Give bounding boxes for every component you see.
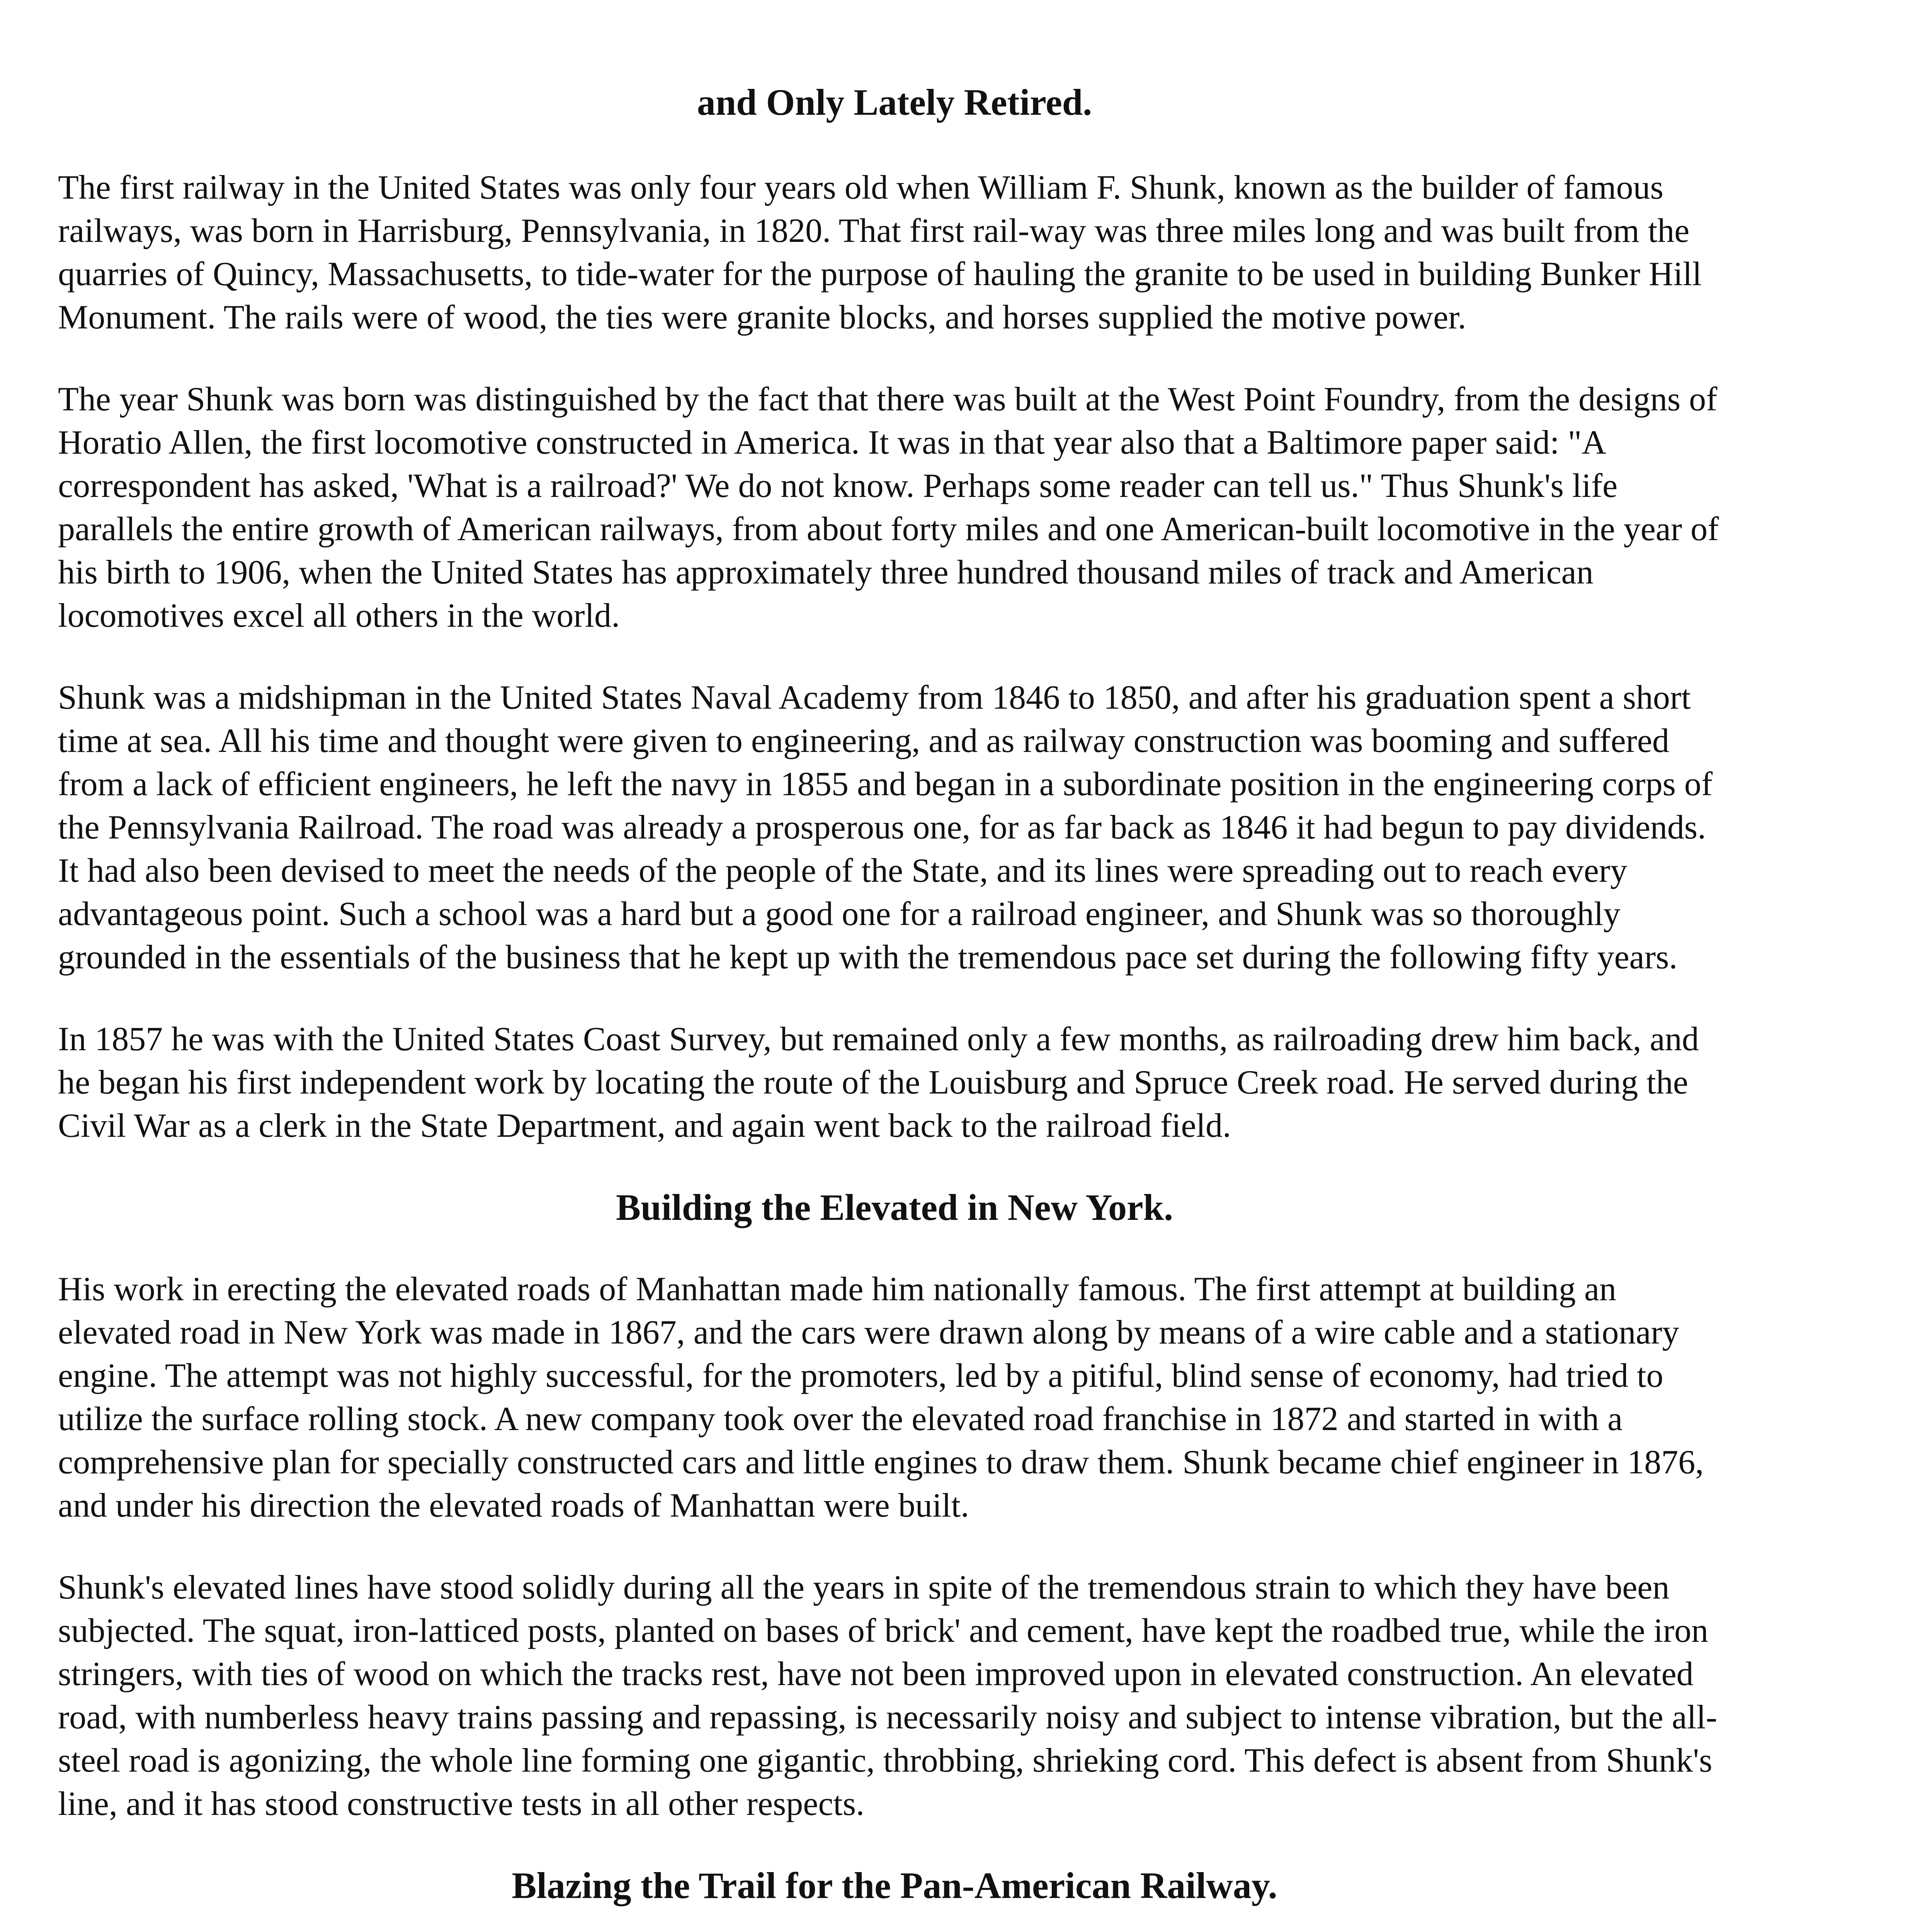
- section-heading-retired: and Only Lately Retired.: [697, 82, 1092, 123]
- paragraph-midshipman: Shunk was a midshipman in the United States Naval Academy from 1846 to 1850, and after his graduation spent a short time at sea. All his time and thought were given to engineering, and as railway construction was booming and suffered from a lack of efficient engineers, he left the navy in 1855 and began in a subordinate position in the engineering corps of the Pennsylvania Railroad. The road was already a prosperous one, for as far back as 1846 it had begun to pay dividends. It had also been devised to meet the needs of the people of the State, and its lines were spreading out to reach every advantageous point. Such a school was a hard but a good one for a railroad engineer, and Shunk was so thoroughly grounded in the essentials of the business that he kept up with the tremendous pace set during the following fifty years.: [58, 679, 1713, 976]
- paragraph-year-born: The year Shunk was born was distinguished by the fact that there was built at the West Point Foundry, from the designs of Horatio Allen, the first locomotive constructed in America. It was in that year also that a Baltimore paper said: "A correspondent has asked, 'What is a railroad?' We do not know. Perhaps some reader can tell us." Thus Shunk's life parallels the entire growth of American railways, from about forty miles and one American-built locomotive in the year of his birth to 1906, when the United States has approximately three hundred thousand miles of track and American locomotives excel all others in the world.: [58, 381, 1719, 635]
- paragraph-first-railway: The first railway in the United States was only four years old when William F. Shunk, known as the builder of famous railways, was born in Harrisburg, Pennsylvania, in 1820. That first rail-way was three miles long and was built from the quarries of Quincy, Massachusetts, to tide-water for the purpose of hauling the granite to be used in building Bunker Hill Monument. The rails were of wood, the ties were granite blocks, and horses supplied the motive power.: [58, 169, 1702, 337]
- paragraph-elevated-lines: Shunk's elevated lines have stood solidly during all the years in spite of the tremendous strain to which they have been subjected. The squat, iron-latticed posts, planted on bases of brick' and cement, have kept the roadbed true, while the iron stringers, with ties of wood on which the tracks rest, have not been improved upon in elevated construction. An elevated road, with numberless heavy trains passing and repassing, is necessarily noisy and subject to intense vibration, but the all-steel road is agonizing, the whole line forming one gigantic, throbbing, shrieking cord. This defect is absent from Shunk's line, and it has stood constructive tests in all other respects.: [58, 1568, 1717, 1823]
- section-heading-pan-american: Blazing the Trail for the Pan-American Railway.: [512, 1864, 1277, 1906]
- paragraph-manhattan-elevated: His work in erecting the elevated roads of Manhattan made him nationally famous. The first attempt at building an elevated road in New York was made in 1867, and the cars were drawn along by means of a wire cable and a stationary engine. The attempt was not highly successful, for the promoters, led by a pitiful, blind sense of economy, had tried to utilize the surface rolling stock. A new company took over the elevated road franchise in 1872 and started in with a comprehensive plan for specially constructed cars and little engines to draw them. Shunk became chief engineer in 1876, and under his direction the elevated roads of Manhattan were built.: [58, 1270, 1704, 1524]
- document-page: [58, 81, 1731, 1932]
- paragraph-coast-survey: In 1857 he was with the United States Coast Survey, but remained only a few months, as railroading drew him back, and he began his first independent work by locating the route of the Louisburg and Spruce Creek road. He served during the Civil War as a clerk in the State Department, and again went back to the railroad field.: [58, 1020, 1699, 1145]
- section-heading-elevated: Building the Elevated in New York.: [616, 1187, 1173, 1228]
